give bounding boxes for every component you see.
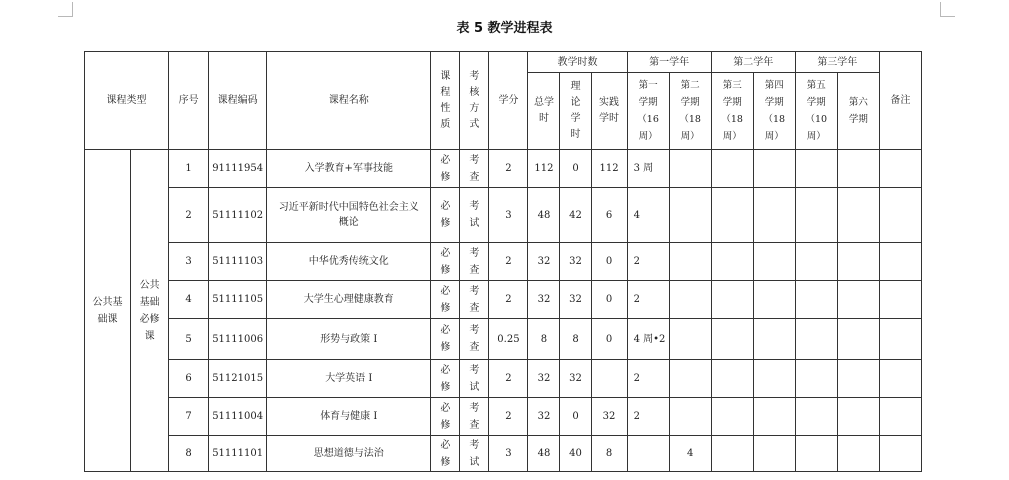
table-row: [85, 243, 922, 281]
header-theory-hours: 理 论 学 时: [560, 73, 591, 150]
cell-name: 体育与健康 I: [267, 398, 431, 436]
cell-remark: [879, 398, 921, 436]
cell-practice-hours: 8: [591, 436, 627, 472]
cell-semester-3: [711, 150, 753, 188]
cell-total-hours: 112: [528, 150, 560, 188]
cell-credit: 2: [489, 398, 528, 436]
header-exam: 考 核 方 式: [460, 52, 489, 150]
cell-semester-3: [711, 281, 753, 319]
header-year-1: 第一学年: [627, 52, 711, 73]
cell-theory-hours: 0: [560, 150, 591, 188]
cell-total-hours: 48: [528, 436, 560, 472]
cell-semester-2: [669, 360, 711, 398]
cell-seq: 8: [169, 436, 209, 472]
cell-practice-hours: 0: [591, 281, 627, 319]
cell-semester-5: [795, 398, 837, 436]
cell-code: 51111101: [209, 436, 267, 472]
cell-theory-hours: 0: [560, 398, 591, 436]
cell-credit: 2: [489, 281, 528, 319]
cell-semester-5: [795, 281, 837, 319]
cell-seq: 6: [169, 360, 209, 398]
header-practice-hours: 实践 学时: [591, 73, 627, 150]
cell-practice-hours: [591, 360, 627, 398]
cell-remark: [879, 360, 921, 398]
cell-nature: 必 修: [431, 319, 460, 360]
cell-credit: 3: [489, 188, 528, 243]
cell-total-hours: 32: [528, 281, 560, 319]
cell-semester-3: [711, 243, 753, 281]
cell-practice-hours: 32: [591, 398, 627, 436]
cell-semester-6: [837, 281, 879, 319]
cell-seq: 2: [169, 188, 209, 243]
cell-nature: 必 修: [431, 360, 460, 398]
cell-practice-hours: 0: [591, 319, 627, 360]
header-credit: 学分: [489, 52, 528, 150]
cell-remark: [879, 150, 921, 188]
cell-semester-4: [753, 243, 795, 281]
header-semester-6: 第六 学期: [837, 73, 879, 150]
cell-exam: 考 查: [460, 398, 489, 436]
cell-theory-hours: 32: [560, 360, 591, 398]
cell-semester-5: [795, 150, 837, 188]
cell-credit: 3: [489, 436, 528, 472]
cell-nature: 必 修: [431, 243, 460, 281]
cell-practice-hours: 6: [591, 188, 627, 243]
cell-semester-5: [795, 243, 837, 281]
cell-remark: [879, 281, 921, 319]
table-row: [85, 150, 922, 188]
table-row: [85, 360, 922, 398]
cell-semester-1: 3 周: [627, 150, 669, 188]
cell-code: 51111004: [209, 398, 267, 436]
cell-total-hours: 32: [528, 398, 560, 436]
header-code: 课程编码: [209, 52, 267, 150]
cell-total-hours: 32: [528, 360, 560, 398]
cell-semester-2: [669, 150, 711, 188]
header-nature: 课 程 性 质: [431, 52, 460, 150]
cell-seq: 4: [169, 281, 209, 319]
cell-semester-3: [711, 360, 753, 398]
header-semester-1: 第一 学期 （16 周）: [627, 73, 669, 150]
cell-semester-2: 4: [669, 436, 711, 472]
cell-semester-2: [669, 281, 711, 319]
table-row: [85, 281, 922, 319]
header-name: 课程名称: [267, 52, 431, 150]
header-remark: 备注: [879, 52, 921, 150]
cell-remark: [879, 188, 921, 243]
cell-code: 51111102: [209, 188, 267, 243]
header-year-2: 第二学年: [711, 52, 795, 73]
cell-semester-6: [837, 150, 879, 188]
cell-semester-2: [669, 243, 711, 281]
header-semester-2: 第二 学期 （18 周）: [669, 73, 711, 150]
cell-semester-6: [837, 436, 879, 472]
cell-semester-6: [837, 360, 879, 398]
cell-semester-1: 2: [627, 360, 669, 398]
cell-practice-hours: 0: [591, 243, 627, 281]
cell-semester-4: [753, 319, 795, 360]
cell-name: 入学教育+军事技能: [267, 150, 431, 188]
cell-theory-hours: 8: [560, 319, 591, 360]
cell-semester-5: [795, 360, 837, 398]
cell-code: 51111105: [209, 281, 267, 319]
cell-semester-4: [753, 281, 795, 319]
cell-exam: 考 试: [460, 188, 489, 243]
header-semester-4: 第四 学期 （18 周）: [753, 73, 795, 150]
header-year-3: 第三学年: [795, 52, 879, 73]
cell-name: 习近平新时代中国特色社会主义 概论: [267, 188, 431, 243]
cell-semester-5: [795, 319, 837, 360]
cell-total-hours: 48: [528, 188, 560, 243]
cell-semester-4: [753, 398, 795, 436]
header-semester-5: 第五 学期 （10 周）: [795, 73, 837, 150]
cell-total-hours: 8: [528, 319, 560, 360]
cell-semester-3: [711, 436, 753, 472]
cell-semester-6: [837, 319, 879, 360]
cell-semester-4: [753, 188, 795, 243]
cell-semester-6: [837, 398, 879, 436]
cell-exam: 考 查: [460, 319, 489, 360]
cell-exam: 考 试: [460, 360, 489, 398]
cell-remark: [879, 319, 921, 360]
cell-semester-2: [669, 319, 711, 360]
table-row: [85, 436, 922, 472]
header-total-hours: 总学 时: [528, 73, 560, 150]
cell-nature: 必 修: [431, 398, 460, 436]
cell-remark: [879, 436, 921, 472]
cell-code: 91111954: [209, 150, 267, 188]
cell-semester-1: 4 周•2: [627, 319, 669, 360]
cell-name: 大学生心理健康教育: [267, 281, 431, 319]
cell-semester-6: [837, 188, 879, 243]
page-corner-mark-left: [58, 2, 73, 17]
cell-seq: 1: [169, 150, 209, 188]
course-category: 公共基 础课: [85, 150, 131, 472]
cell-code: 51111103: [209, 243, 267, 281]
cell-semester-1: 2: [627, 398, 669, 436]
cell-semester-2: [669, 398, 711, 436]
table-row: [85, 188, 922, 243]
cell-code: 51121015: [209, 360, 267, 398]
cell-name: 中华优秀传统文化: [267, 243, 431, 281]
cell-semester-5: [795, 436, 837, 472]
cell-name: 思想道德与法治: [267, 436, 431, 472]
header-semester-3: 第三 学期 （18 周）: [711, 73, 753, 150]
cell-credit: 2: [489, 243, 528, 281]
cell-theory-hours: 32: [560, 243, 591, 281]
cell-code: 51111006: [209, 319, 267, 360]
cell-name: 大学英语 I: [267, 360, 431, 398]
cell-exam: 考 查: [460, 243, 489, 281]
cell-theory-hours: 42: [560, 188, 591, 243]
course-subcategory: 公共 基础 必修 课: [131, 150, 169, 472]
header-course-type: 课程类型: [85, 52, 169, 150]
header-teaching-hours: 教学时数: [528, 52, 627, 73]
cell-semester-4: [753, 150, 795, 188]
cell-semester-6: [837, 243, 879, 281]
cell-semester-3: [711, 188, 753, 243]
cell-nature: 必 修: [431, 281, 460, 319]
cell-credit: 2: [489, 150, 528, 188]
cell-seq: 3: [169, 243, 209, 281]
cell-exam: 考 查: [460, 281, 489, 319]
cell-nature: 必 修: [431, 436, 460, 472]
page-corner-mark-right: [940, 2, 955, 17]
cell-semester-1: 2: [627, 243, 669, 281]
header-seq: 序号: [169, 52, 209, 150]
table-row: [85, 319, 922, 360]
cell-credit: 0.25: [489, 319, 528, 360]
cell-nature: 必 修: [431, 150, 460, 188]
table-row: [85, 398, 922, 436]
cell-semester-5: [795, 188, 837, 243]
cell-practice-hours: 112: [591, 150, 627, 188]
cell-semester-4: [753, 436, 795, 472]
cell-total-hours: 32: [528, 243, 560, 281]
cell-theory-hours: 32: [560, 281, 591, 319]
cell-seq: 5: [169, 319, 209, 360]
cell-semester-2: [669, 188, 711, 243]
cell-semester-1: 2: [627, 281, 669, 319]
cell-credit: 2: [489, 360, 528, 398]
cell-seq: 7: [169, 398, 209, 436]
cell-semester-1: 4: [627, 188, 669, 243]
cell-semester-1: [627, 436, 669, 472]
cell-semester-3: [711, 398, 753, 436]
cell-theory-hours: 40: [560, 436, 591, 472]
cell-remark: [879, 243, 921, 281]
cell-exam: 考 试: [460, 436, 489, 472]
cell-semester-4: [753, 360, 795, 398]
cell-exam: 考 查: [460, 150, 489, 188]
cell-nature: 必 修: [431, 188, 460, 243]
table-title: 表 5 教学进程表: [456, 21, 553, 36]
teaching-schedule-table: [84, 51, 922, 472]
cell-name: 形势与政策 I: [267, 319, 431, 360]
cell-semester-3: [711, 319, 753, 360]
